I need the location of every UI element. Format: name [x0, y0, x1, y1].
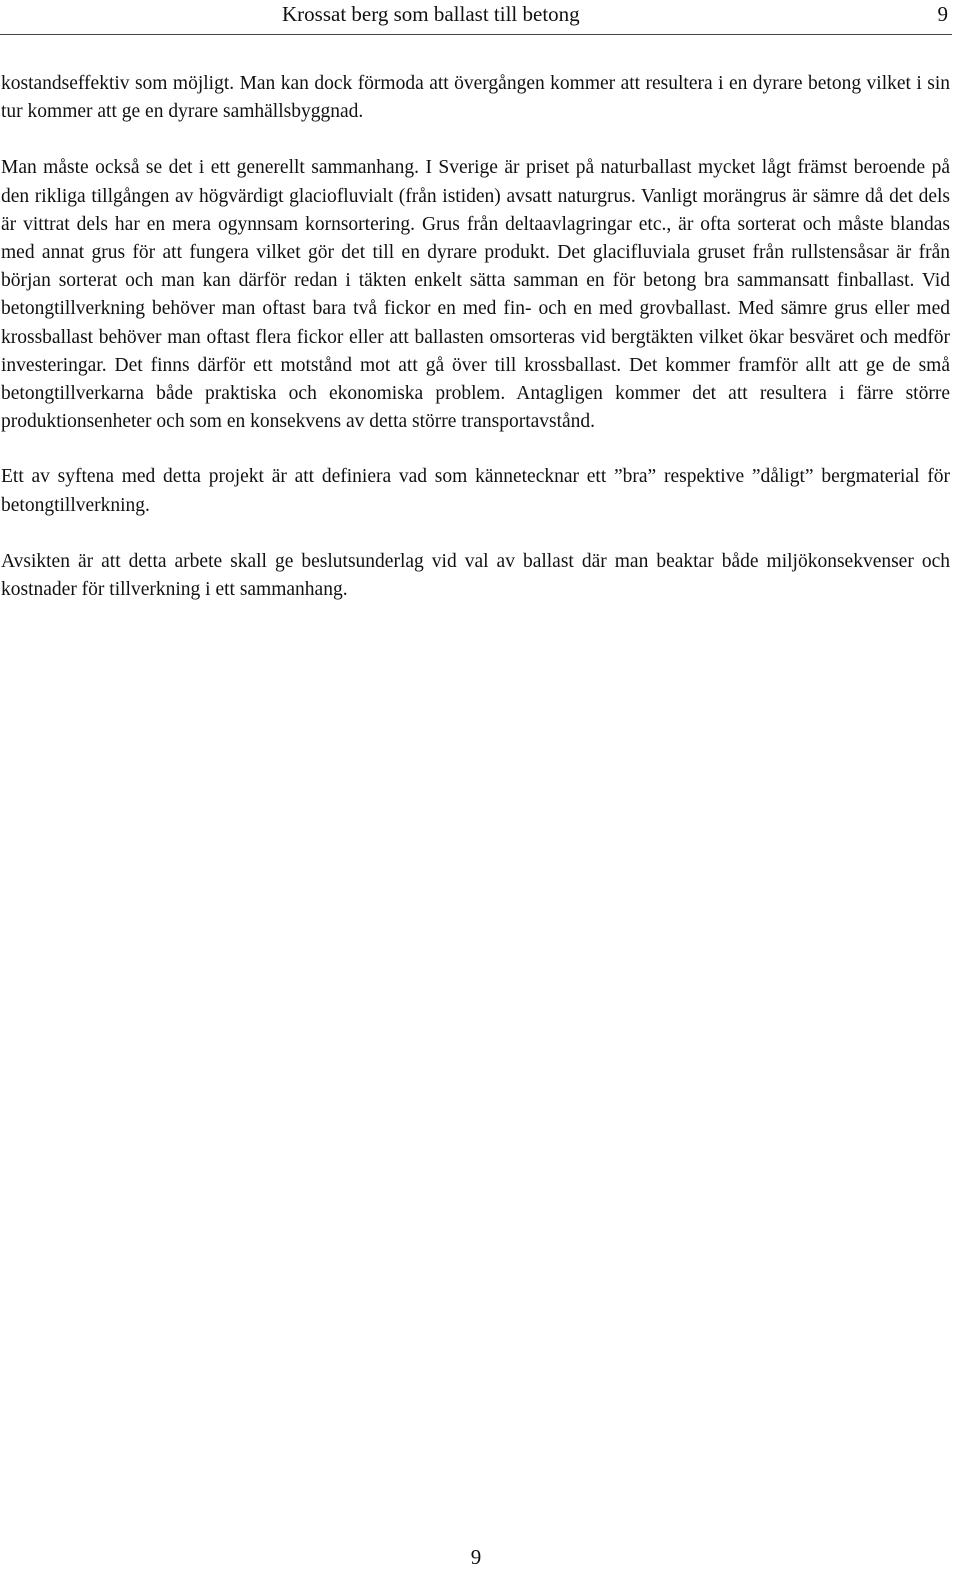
- paragraph-4: Avsikten är att detta arbete skall ge beslutsunderlag vid val av ballast där man beaktar både miljökonsekvenser och kostnader för tillverkning i ett sammanhang.: [1, 550, 950, 601]
- header-title: Krossat berg som ballast till betong: [282, 2, 580, 26]
- paragraph-2: Man måste också se det i ett generellt sammanhang. I Sverige är priset på naturballast mycket lågt främst beroende på den rikliga tillgången av högvärdigt glaciofluvialt (från istiden) avsatt naturgrus. Vanligt morängrus är sämre då det dels är vittrat dels har en mera ogynnsam kornsortering. Grus från deltaavlagringar etc., är ofta sorterat och måste blandas med annat grus för att fungera vilket gör det till en dyrare produkt. Det glacifluviala gruset från rullstensåsar är från början sorterat och man kan därför redan i täkten enkelt sätta samman en för betong bra sammansatt finballast. Vid betongtillverkning behöver man oftast bara två fickor en med fin- och en med grovballast. Med sämre grus eller med krossballast behöver man oftast flera fickor eller att ballasten omsorteras vid bergtäkten vilket ökar besväret och medför investeringar. Det finns därför ett motstånd mot att gå över till krossballast. Det kommer framför allt att ge de små betongtillverkarna både praktiska och ekonomiska problem. Antagligen kommer det att resultera i färre större produktionsenheter och som en konsekvens av detta större transportavstånd.: [1, 157, 950, 433]
- running-header: [0, 0, 952, 35]
- footer-page-number: 9: [470, 1545, 482, 1569]
- paragraph-3: Ett av syftena med detta projekt är att definiera vad som kännetecknar ett ”bra” respektive ”dåligt” bergmaterial för betongtillverkning.: [1, 466, 950, 516]
- paragraph-1: kostandseffektiv som möjligt. Man kan dock förmoda att övergången kommer att resultera i en dyrare betong vilket i sin tur kommer att ge en dyrare samhällsbyggnad.: [1, 73, 950, 123]
- body-text: [1, 70, 950, 632]
- header-page-number: 9: [937, 2, 948, 26]
